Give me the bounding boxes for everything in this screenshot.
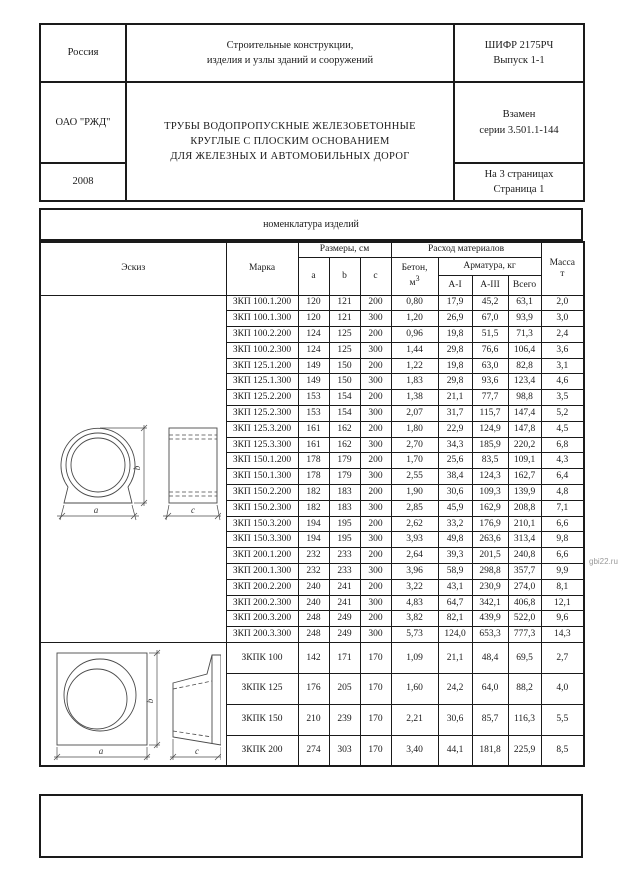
col-header-rebar: Арматура, кг	[438, 257, 541, 275]
cell-mass: 9,9	[541, 564, 584, 580]
cell-a: 149	[298, 358, 329, 374]
cell-a1: 64,7	[438, 595, 472, 611]
cell-mass: 8,1	[541, 579, 584, 595]
col-header-b: b	[329, 257, 360, 295]
cell-total: 106,4	[508, 342, 541, 358]
cell-mark: ЗКП 125.3.200	[226, 421, 298, 437]
cell-a: 120	[298, 311, 329, 327]
cell-c: 300	[360, 374, 391, 390]
cell-concrete: 5,73	[391, 627, 438, 643]
cell-concrete: 3,82	[391, 611, 438, 627]
cell-a1: 24,2	[438, 673, 472, 704]
cell-a: 178	[298, 469, 329, 485]
cell-total: 109,1	[508, 453, 541, 469]
classification-line2: изделия и узлы зданий и сооружений	[206, 55, 374, 66]
cell-b: 162	[329, 421, 360, 437]
cipher-cell	[454, 24, 584, 82]
cell-total: 88,2	[508, 673, 541, 704]
zkp-sketch-cell	[40, 295, 226, 643]
cell-a: 153	[298, 406, 329, 422]
cell-a: 274	[298, 735, 329, 766]
cell-total: 139,9	[508, 485, 541, 501]
cell-a1: 49,8	[438, 532, 472, 548]
cell-mass: 4,5	[541, 421, 584, 437]
classification-cell	[126, 24, 454, 82]
cell-total: 82,8	[508, 358, 541, 374]
replaces-cell	[454, 82, 584, 163]
cell-concrete: 2,70	[391, 437, 438, 453]
cell-mark: ЗКП 125.1.300	[226, 374, 298, 390]
cell-mark: ЗКП 150.2.200	[226, 485, 298, 501]
dim-label-c: c	[191, 504, 196, 515]
cell-a: 240	[298, 595, 329, 611]
cell-a3: 51,5	[472, 327, 508, 343]
cell-c: 300	[360, 595, 391, 611]
cell-c: 200	[360, 485, 391, 501]
cell-a1: 30,6	[438, 704, 472, 735]
cell-a3: 176,9	[472, 516, 508, 532]
title-line1: ТРУБЫ ВОДОПРОПУСКНЫЕ ЖЕЛЕЗОБЕТОННЫЕ	[164, 120, 416, 132]
cell-b: 154	[329, 406, 360, 422]
zkpk-rows	[40, 643, 584, 767]
cell-mark: ЗКП 100.2.200	[226, 327, 298, 343]
zkp-rows	[40, 295, 584, 643]
cell-c: 300	[360, 564, 391, 580]
cell-mass: 2,0	[541, 295, 584, 311]
cell-a3: 83,5	[472, 453, 508, 469]
cell-mass: 9,6	[541, 611, 584, 627]
cell-a3: 162,9	[472, 500, 508, 516]
col-header-a: a	[298, 257, 329, 295]
cell-total: 123,4	[508, 374, 541, 390]
cell-total: 313,4	[508, 532, 541, 548]
cell-mass: 4,3	[541, 453, 584, 469]
cell-b: 241	[329, 595, 360, 611]
cell-a1: 34,3	[438, 437, 472, 453]
footer-box	[39, 794, 583, 858]
cell-concrete: 1,44	[391, 342, 438, 358]
cell-c: 170	[360, 673, 391, 704]
cell-c: 300	[360, 532, 391, 548]
cell-total: 220,2	[508, 437, 541, 453]
cell-mass: 6,4	[541, 469, 584, 485]
cell-b: 195	[329, 532, 360, 548]
cell-a: 153	[298, 390, 329, 406]
cell-a3: 93,6	[472, 374, 508, 390]
cell-mass: 6,6	[541, 548, 584, 564]
cell-mark: ЗКП 200.3.200	[226, 611, 298, 627]
cell-b: 121	[329, 311, 360, 327]
cell-a: 232	[298, 548, 329, 564]
cell-a1: 38,4	[438, 469, 472, 485]
cell-b: 195	[329, 516, 360, 532]
cell-mark: ЗКП 150.1.300	[226, 469, 298, 485]
pages-cell	[454, 163, 584, 201]
cell-concrete: 1,83	[391, 374, 438, 390]
cell-mark: ЗКП 200.1.300	[226, 564, 298, 580]
col-header-materials: Расход материалов	[391, 242, 541, 257]
col-header-a3: А-III	[472, 275, 508, 295]
cell-concrete: 1,60	[391, 673, 438, 704]
cell-a: 124	[298, 327, 329, 343]
cell-a3: 342,1	[472, 595, 508, 611]
cell-a3: 653,3	[472, 627, 508, 643]
cell-concrete: 1,90	[391, 485, 438, 501]
document-title	[126, 82, 454, 201]
cell-total: 225,9	[508, 735, 541, 766]
cell-total: 357,7	[508, 564, 541, 580]
cell-mass: 9,8	[541, 532, 584, 548]
cell-c: 300	[360, 437, 391, 453]
cell-c: 200	[360, 390, 391, 406]
cell-c: 200	[360, 421, 391, 437]
pages-line2: Страница 1	[493, 184, 545, 195]
cell-c: 300	[360, 469, 391, 485]
org-cell: ОАО "РЖД"	[40, 82, 126, 163]
replaces-line2: серии 3.501.1-144	[479, 124, 559, 136]
cell-a: 161	[298, 421, 329, 437]
cell-a3: 63,0	[472, 358, 508, 374]
cell-mark: ЗКП 150.3.300	[226, 532, 298, 548]
cell-total: 274,0	[508, 579, 541, 595]
cell-a3: 201,5	[472, 548, 508, 564]
cell-c: 300	[360, 627, 391, 643]
cell-a3: 439,9	[472, 611, 508, 627]
cell-a3: 115,7	[472, 406, 508, 422]
cell-a1: 25,6	[438, 453, 472, 469]
cell-mark: ЗКП 150.1.200	[226, 453, 298, 469]
dim-label-c: c	[195, 746, 200, 757]
col-header-total: Всего	[508, 275, 541, 295]
cell-c: 170	[360, 704, 391, 735]
cell-mass: 5,2	[541, 406, 584, 422]
cell-a1: 22,9	[438, 421, 472, 437]
dim-label-a: a	[99, 746, 104, 757]
cell-c: 200	[360, 579, 391, 595]
cell-total: 777,3	[508, 627, 541, 643]
table-head	[40, 242, 584, 295]
cell-a: 124	[298, 342, 329, 358]
country-cell: Россия	[40, 24, 126, 82]
cell-mark: ЗКПК 125	[226, 673, 298, 704]
cell-total: 208,8	[508, 500, 541, 516]
cell-a3: 45,2	[472, 295, 508, 311]
cell-a3: 181,8	[472, 735, 508, 766]
cell-total: 71,3	[508, 327, 541, 343]
cell-a1: 29,8	[438, 374, 472, 390]
cell-b: 125	[329, 342, 360, 358]
table-row	[40, 643, 584, 674]
col-header-mark: Марка	[226, 242, 298, 295]
col-header-sketch: Эскиз	[40, 242, 226, 295]
cell-c: 200	[360, 327, 391, 343]
cell-a3: 76,6	[472, 342, 508, 358]
cell-b: 162	[329, 437, 360, 453]
cell-a: 176	[298, 673, 329, 704]
cell-a1: 33,2	[438, 516, 472, 532]
classification-line1: Строительные конструкции,	[226, 39, 354, 51]
cell-b: 154	[329, 390, 360, 406]
cell-mass: 3,5	[541, 390, 584, 406]
cell-b: 125	[329, 327, 360, 343]
cell-b: 249	[329, 611, 360, 627]
cell-mark: ЗКП 100.1.300	[226, 311, 298, 327]
cell-mark: ЗКПК 100	[226, 643, 298, 674]
cell-a1: 43,1	[438, 579, 472, 595]
cell-concrete: 1,09	[391, 643, 438, 674]
cell-b: 171	[329, 643, 360, 674]
year-cell: 2008	[40, 163, 126, 201]
cell-concrete: 3,22	[391, 579, 438, 595]
cell-a3: 230,9	[472, 579, 508, 595]
cell-c: 200	[360, 358, 391, 374]
zkpk-sketch-drawing	[45, 645, 221, 763]
col-header-dimensions: Размеры, см	[298, 242, 391, 257]
dim-label-b: b	[145, 698, 156, 704]
cell-mass: 14,3	[541, 627, 584, 643]
cell-total: 116,3	[508, 704, 541, 735]
cipher-line2: Выпуск 1-1	[493, 55, 545, 66]
cell-mark: ЗКП 200.2.300	[226, 595, 298, 611]
cell-mark: ЗКП 150.2.300	[226, 500, 298, 516]
cell-concrete: 4,83	[391, 595, 438, 611]
cell-a: 149	[298, 374, 329, 390]
cell-a1: 26,9	[438, 311, 472, 327]
cell-b: 205	[329, 673, 360, 704]
cell-total: 210,1	[508, 516, 541, 532]
cell-b: 121	[329, 295, 360, 311]
cell-b: 179	[329, 469, 360, 485]
cell-c: 300	[360, 342, 391, 358]
cell-mass: 3,0	[541, 311, 584, 327]
cell-total: 162,7	[508, 469, 541, 485]
cell-b: 233	[329, 564, 360, 580]
watermark-text: gbi22.ru	[589, 557, 618, 566]
nomenclature-table	[39, 241, 585, 767]
cell-c: 200	[360, 548, 391, 564]
cell-total: 147,4	[508, 406, 541, 422]
cell-c: 200	[360, 453, 391, 469]
cell-a3: 64,0	[472, 673, 508, 704]
cell-b: 303	[329, 735, 360, 766]
cell-c: 170	[360, 643, 391, 674]
cell-total: 63,1	[508, 295, 541, 311]
cell-mass: 3,1	[541, 358, 584, 374]
cell-mass: 8,5	[541, 735, 584, 766]
cell-c: 300	[360, 406, 391, 422]
mass-line2: т	[560, 268, 565, 279]
cell-b: 150	[329, 358, 360, 374]
cell-b: 183	[329, 500, 360, 516]
cell-concrete: 2,21	[391, 704, 438, 735]
cell-a: 210	[298, 704, 329, 735]
cell-c: 200	[360, 611, 391, 627]
cell-a3: 185,9	[472, 437, 508, 453]
cell-mass: 3,6	[541, 342, 584, 358]
cell-concrete: 1,20	[391, 311, 438, 327]
cell-concrete: 1,38	[391, 390, 438, 406]
cell-concrete: 1,22	[391, 358, 438, 374]
cell-a1: 45,9	[438, 500, 472, 516]
cell-concrete: 2,85	[391, 500, 438, 516]
cell-mass: 2,7	[541, 643, 584, 674]
cell-mass: 5,5	[541, 704, 584, 735]
cell-mark: ЗКП 125.3.300	[226, 437, 298, 453]
cell-a: 182	[298, 485, 329, 501]
section-title: номенклатура изделий	[39, 208, 583, 241]
col-header-mass	[541, 242, 584, 295]
cell-mass: 4,0	[541, 673, 584, 704]
cell-c: 300	[360, 500, 391, 516]
cell-a3: 124,3	[472, 469, 508, 485]
cell-concrete: 3,93	[391, 532, 438, 548]
mass-line1: Масса	[549, 257, 575, 268]
cell-concrete: 2,62	[391, 516, 438, 532]
cell-a3: 67,0	[472, 311, 508, 327]
cell-a: 232	[298, 564, 329, 580]
cell-a: 248	[298, 611, 329, 627]
cell-c: 170	[360, 735, 391, 766]
cell-b: 233	[329, 548, 360, 564]
title-line3: ДЛЯ ЖЕЛЕЗНЫХ И АВТОМОБИЛЬНЫХ ДОРОГ	[170, 151, 410, 163]
cell-total: 522,0	[508, 611, 541, 627]
cell-concrete: 0,96	[391, 327, 438, 343]
cell-c: 200	[360, 295, 391, 311]
cell-mass: 4,8	[541, 485, 584, 501]
cell-concrete: 1,70	[391, 453, 438, 469]
cell-total: 93,9	[508, 311, 541, 327]
cell-mass: 2,4	[541, 327, 584, 343]
cell-mass: 4,6	[541, 374, 584, 390]
cell-total: 69,5	[508, 643, 541, 674]
cell-mark: ЗКП 100.2.300	[226, 342, 298, 358]
dim-label-a: a	[94, 504, 99, 515]
cell-a1: 82,1	[438, 611, 472, 627]
cell-c: 200	[360, 516, 391, 532]
cell-concrete: 1,80	[391, 421, 438, 437]
cell-a3: 124,9	[472, 421, 508, 437]
cell-mass: 12,1	[541, 595, 584, 611]
col-header-a1: А-I	[438, 275, 472, 295]
cell-b: 183	[329, 485, 360, 501]
cell-a3: 298,8	[472, 564, 508, 580]
cell-a1: 30,6	[438, 485, 472, 501]
cell-concrete: 2,64	[391, 548, 438, 564]
cell-mark: ЗКП 200.1.200	[226, 548, 298, 564]
concrete-label: Бетон,	[401, 263, 428, 273]
cell-b: 239	[329, 704, 360, 735]
zkp-sketch-drawing	[45, 413, 221, 525]
cell-mark: ЗКП 125.2.300	[226, 406, 298, 422]
cell-a: 178	[298, 453, 329, 469]
cell-concrete: 2,55	[391, 469, 438, 485]
cell-concrete: 3,40	[391, 735, 438, 766]
cell-a1: 58,9	[438, 564, 472, 580]
cell-mark: ЗКП 125.2.200	[226, 390, 298, 406]
dim-label-b: b	[132, 465, 143, 471]
cipher-line1: ШИФР 2175РЧ	[484, 39, 554, 51]
cell-a3: 48,4	[472, 643, 508, 674]
cell-total: 147,8	[508, 421, 541, 437]
cell-b: 179	[329, 453, 360, 469]
cell-a1: 31,7	[438, 406, 472, 422]
cell-total: 240,8	[508, 548, 541, 564]
replaces-line1: Взамен	[502, 109, 536, 121]
cell-a3: 77,7	[472, 390, 508, 406]
cell-a: 240	[298, 579, 329, 595]
cell-b: 150	[329, 374, 360, 390]
col-header-c: c	[360, 257, 391, 295]
cell-total: 98,8	[508, 390, 541, 406]
cell-a3: 109,3	[472, 485, 508, 501]
cell-b: 249	[329, 627, 360, 643]
zkpk-sketch-cell	[40, 643, 226, 767]
cell-mark: ЗКП 150.3.200	[226, 516, 298, 532]
cell-a: 161	[298, 437, 329, 453]
cell-a1: 124,0	[438, 627, 472, 643]
cell-mark: ЗКПК 150	[226, 704, 298, 735]
cell-mark: ЗКПК 200	[226, 735, 298, 766]
cell-a: 120	[298, 295, 329, 311]
cell-a1: 39,3	[438, 548, 472, 564]
cell-mass: 6,8	[541, 437, 584, 453]
cell-mark: ЗКП 200.2.200	[226, 579, 298, 595]
cell-mass: 7,1	[541, 500, 584, 516]
cell-a1: 29,8	[438, 342, 472, 358]
cell-concrete: 3,96	[391, 564, 438, 580]
title-line2: КРУГЛЫЕ С ПЛОСКИМ ОСНОВАНИЕМ	[190, 135, 390, 147]
col-header-concrete	[391, 257, 438, 295]
table-row	[40, 295, 584, 311]
cell-a1: 44,1	[438, 735, 472, 766]
cell-c: 300	[360, 311, 391, 327]
cell-mark: ЗКП 200.3.300	[226, 627, 298, 643]
cell-a: 182	[298, 500, 329, 516]
cell-mark: ЗКП 100.1.200	[226, 295, 298, 311]
cell-a: 194	[298, 516, 329, 532]
cell-mass: 6,6	[541, 516, 584, 532]
cell-a1: 19,8	[438, 327, 472, 343]
cell-total: 406,8	[508, 595, 541, 611]
document-header	[39, 23, 585, 202]
cell-mark: ЗКП 125.1.200	[226, 358, 298, 374]
cell-b: 241	[329, 579, 360, 595]
cell-a1: 17,9	[438, 295, 472, 311]
cell-concrete: 2,07	[391, 406, 438, 422]
cell-a3: 263,6	[472, 532, 508, 548]
cell-concrete: 0,80	[391, 295, 438, 311]
cell-a3: 85,7	[472, 704, 508, 735]
cell-a1: 19,8	[438, 358, 472, 374]
cell-a: 194	[298, 532, 329, 548]
pages-line1: На 3 страницах	[484, 168, 554, 180]
concrete-unit: $м^3$	[409, 273, 420, 289]
cell-a1: 21,1	[438, 643, 472, 674]
cell-a: 142	[298, 643, 329, 674]
cell-a1: 21,1	[438, 390, 472, 406]
cell-a: 248	[298, 627, 329, 643]
